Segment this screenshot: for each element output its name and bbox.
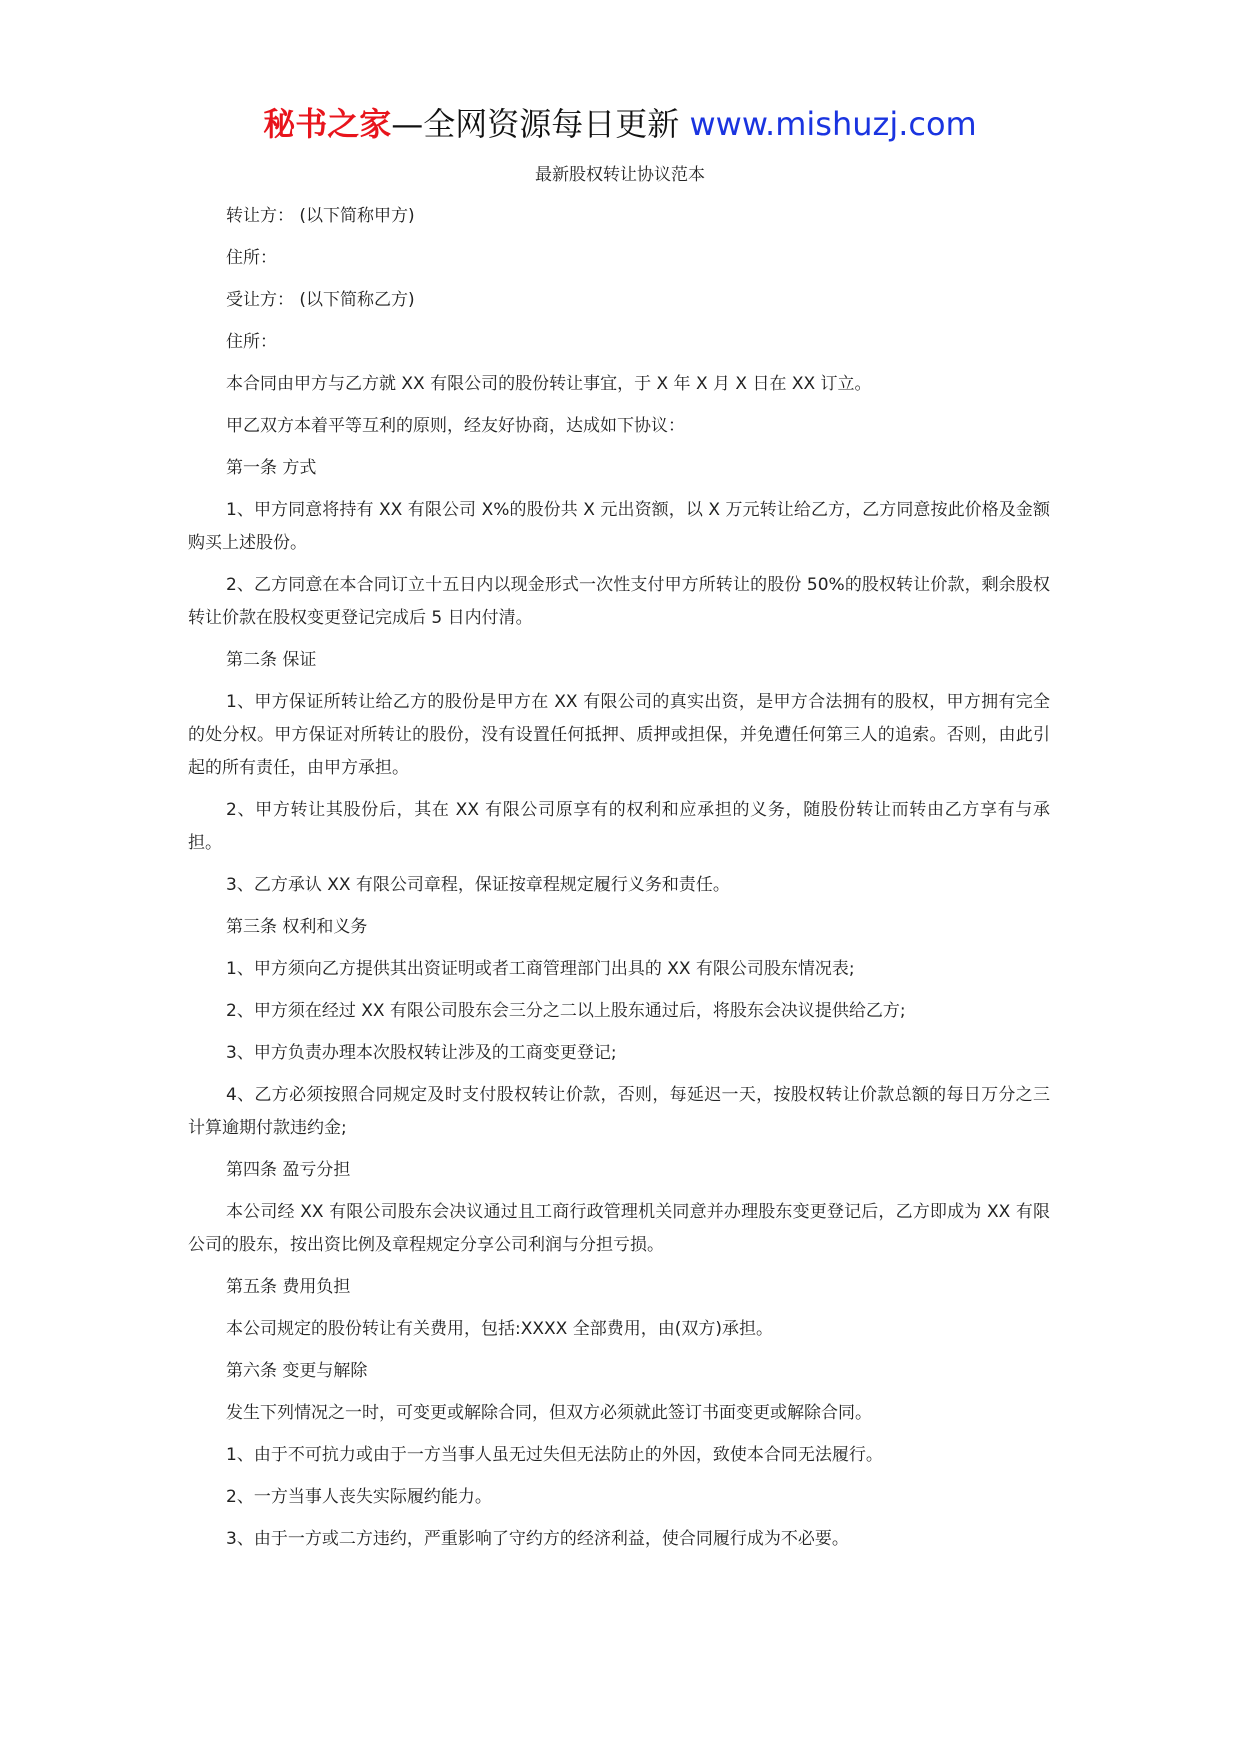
contract-intro: 本合同由甲方与乙方就 XX 有限公司的股份转让事宜，于 X 年 X 月 X 日在 XX 订立。 [226, 374, 872, 394]
banner-url-link[interactable]: www.mishuzj.com [689, 105, 977, 143]
article-4-body: 本公司经 XX 有限公司股东会决议通过且工商行政管理机关同意并办理股东变更登记后，乙方即成为 XX 有限公司的股东，按出资比例及章程规定分享公司利润与分担亏损。 [188, 1202, 1050, 1255]
transferee-address: 住所： [226, 332, 277, 352]
banner-brand: 秘书之家 [263, 105, 392, 143]
article-5-heading: 第五条 费用负担 [226, 1277, 351, 1297]
article-6-clause-3: 3、由于一方或二方违约，严重影响了守约方的经济利益，使合同履行成为不必要。 [226, 1529, 849, 1549]
article-6-clause-2: 2、一方当事人丧失实际履约能力。 [226, 1487, 492, 1507]
transferor-address: 住所： [226, 248, 277, 268]
article-5-body: 本公司规定的股份转让有关费用，包括:XXXX 全部费用，由(双方)承担。 [226, 1319, 773, 1339]
document-title: 最新股权转让协议范本 [535, 165, 705, 185]
banner-slogan: —全网资源每日更新 [391, 105, 680, 143]
agreement-preamble: 甲乙双方本着平等互利的原则，经友好协商，达成如下协议： [226, 416, 685, 436]
article-3-heading: 第三条 权利和义务 [226, 917, 368, 937]
document-body [188, 200, 1050, 1565]
party-transferor: 转让方： (以下简称甲方) [226, 206, 415, 226]
article-1-clause-2: 2、乙方同意在本合同订立十五日内以现金形式一次性支付甲方所转让的股份 50%的股权转让价款，剩余股权转让价款在股权变更登记完成后 5 日内付清。 [188, 575, 1050, 628]
article-6-heading: 第六条 变更与解除 [226, 1361, 368, 1381]
article-3-clause-1: 1、甲方须向乙方提供其出资证明或者工商管理部门出具的 XX 有限公司股东情况表; [226, 959, 855, 979]
article-3-clause-4: 4、乙方必须按照合同规定及时支付股权转让价款，否则，每延迟一天，按股权转让价款总额的每日万分之三计算逾期付款违约金; [188, 1085, 1050, 1138]
article-3-clause-3: 3、甲方负责办理本次股权转让涉及的工商变更登记; [226, 1043, 617, 1063]
article-4-heading: 第四条 盈亏分担 [226, 1160, 351, 1180]
article-2-clause-1: 1、甲方保证所转让给乙方的股份是甲方在 XX 有限公司的真实出资，是甲方合法拥有的股权，甲方拥有完全的处分权。甲方保证对所转让的股份，没有设置任何抵押、质押或担保，并免遭任何第三人的追索。否则，由此引起的所有责任，由甲方承担。 [188, 692, 1050, 778]
article-1-heading: 第一条 方式 [226, 458, 317, 478]
article-2-clause-3: 3、乙方承认 XX 有限公司章程，保证按章程规定履行义务和责任。 [226, 875, 730, 895]
article-1-clause-1: 1、甲方同意将持有 XX 有限公司 X%的股份共 X 元出资额，以 X 万元转让给乙方，乙方同意按此价格及金额购买上述股份。 [188, 500, 1050, 553]
article-6-clause-1: 1、由于不可抗力或由于一方当事人虽无过失但无法防止的外因，致使本合同无法履行。 [226, 1445, 883, 1465]
site-banner [0, 100, 1240, 148]
article-6-intro: 发生下列情况之一时，可变更或解除合同，但双方必须就此签订书面变更或解除合同。 [226, 1403, 872, 1423]
party-transferee: 受让方： (以下简称乙方) [226, 290, 415, 310]
article-2-clause-2: 2、甲方转让其股份后，其在 XX 有限公司原享有的权利和应承担的义务，随股份转让而转由乙方享有与承担。 [188, 800, 1050, 853]
article-3-clause-2: 2、甲方须在经过 XX 有限公司股东会三分之二以上股东通过后，将股东会决议提供给乙方; [226, 1001, 906, 1021]
article-2-heading: 第二条 保证 [226, 650, 317, 670]
